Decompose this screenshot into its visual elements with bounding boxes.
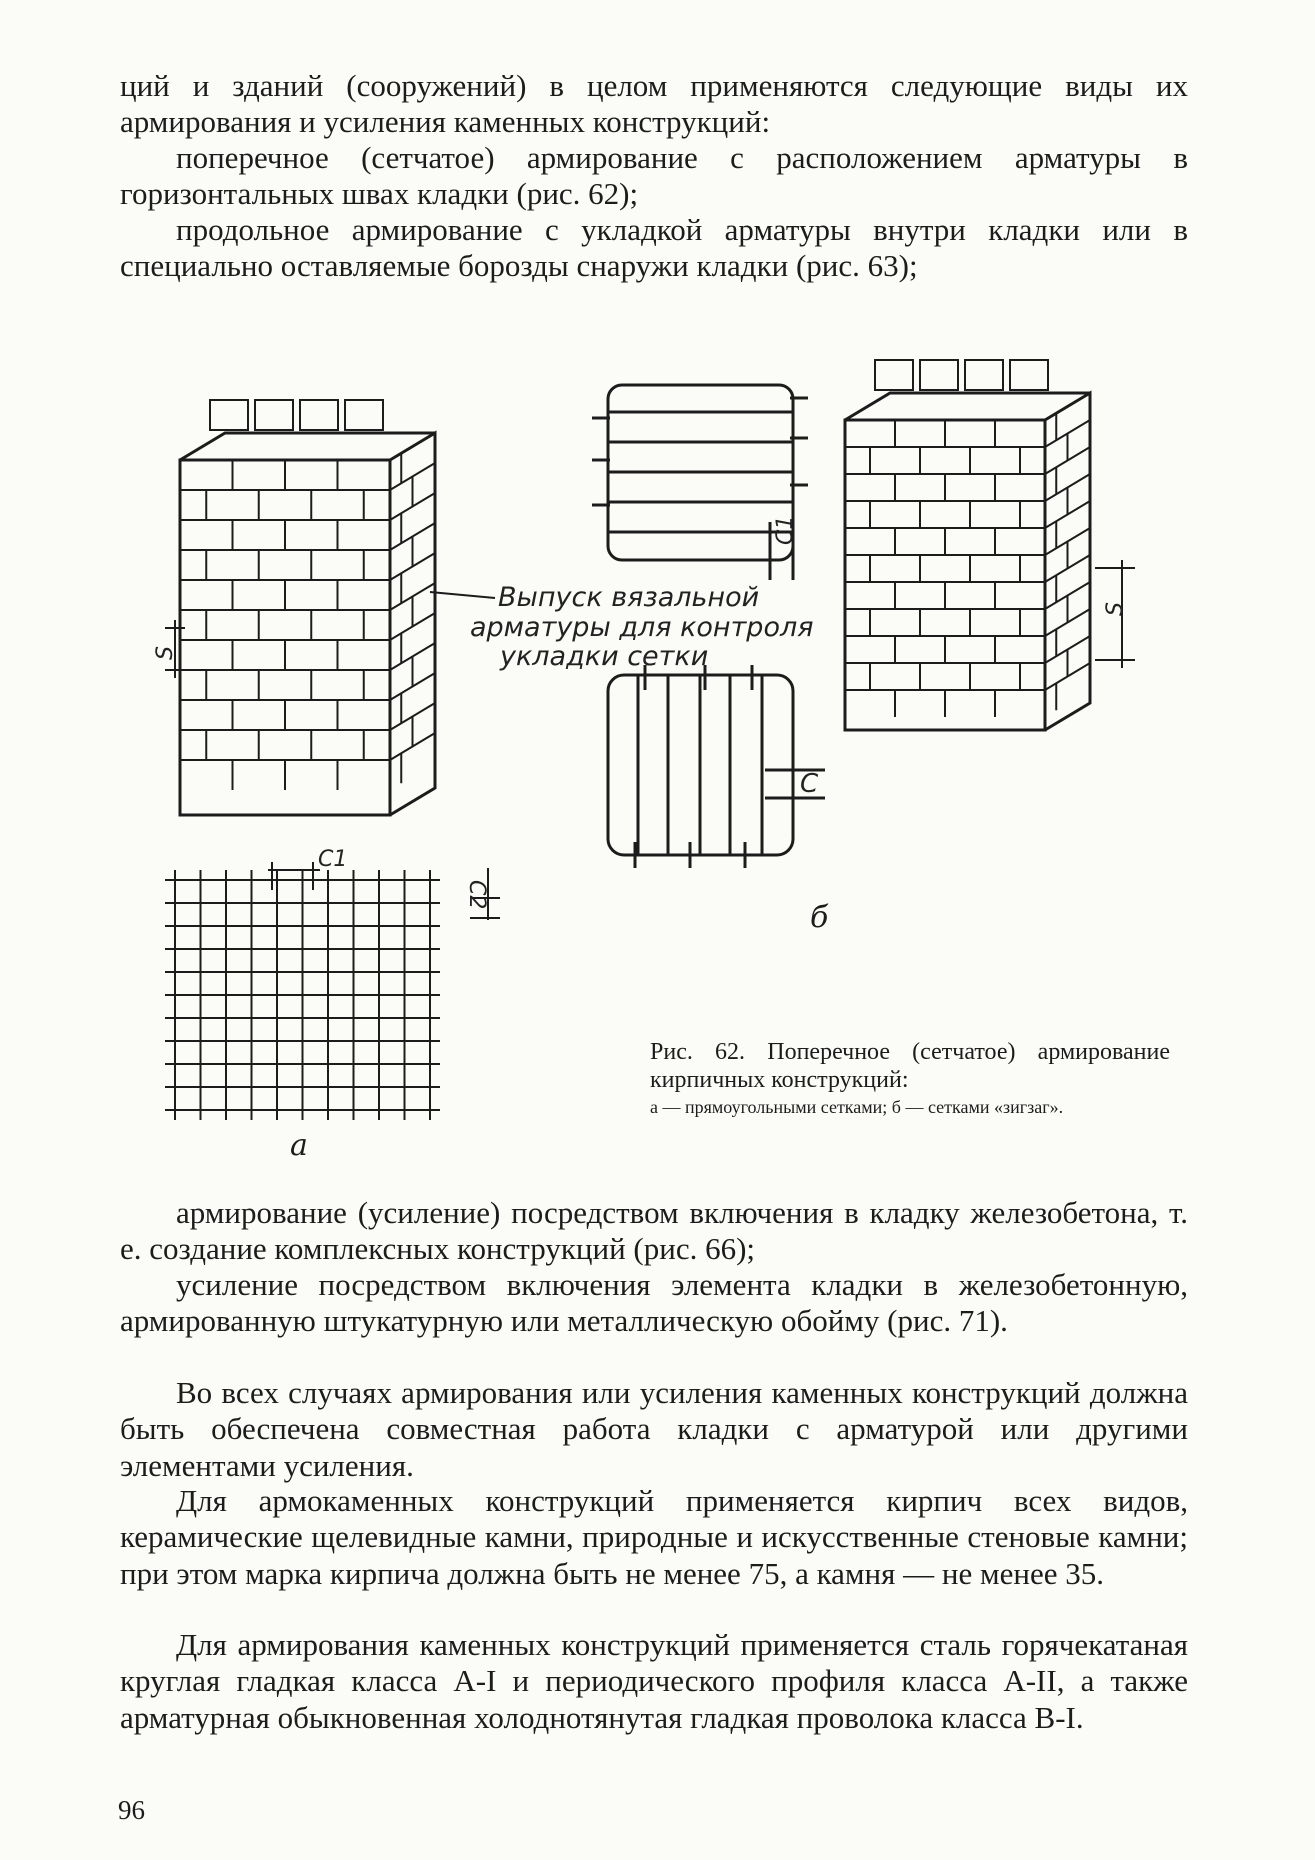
dim-label-c1: C1 — [318, 847, 348, 872]
caption-title: Рис. 62. Поперечное (сетчатое) армирование кирпичных конструкций: — [650, 1039, 1170, 1094]
paragraph-jacket-reinforcement: усиление посредством включения элемента кладки в железобетонную, армированную штукатурную или металлическую обойму (рис. 71). — [120, 1267, 1188, 1339]
rectangular-mesh — [165, 870, 440, 1120]
dim-label-c1-zigzag: C1 — [773, 515, 798, 545]
dimension-c1 — [268, 862, 320, 890]
dim-label-c: C — [800, 769, 819, 799]
dimension-s-right — [1095, 560, 1135, 668]
brick-pillar-a — [180, 400, 435, 815]
paragraph-materials: Для армокаменных конструкций применяется кирпич всех видов, керамические щелевидные камни, природные и искусственные стеновые камни; при этом марка кирпича должна быть не менее 75, а камня — не менее 35. — [120, 1483, 1188, 1591]
paragraph-steel: Для армирования каменных конструкций применяется сталь горячекатаная круглая гладкая класса А-I и периодического профиля класса А-II, а также арматурная обыкновенная холоднотянутая гладкая проволока класса В-I. — [120, 1627, 1188, 1735]
brick-pillar-b — [845, 360, 1090, 730]
zigzag-mesh-bottom — [608, 665, 825, 868]
figure-label-b: б — [810, 900, 829, 935]
caption-legend: а — прямоугольными сетками; б — сетками «зигзаг». — [650, 1096, 1064, 1117]
dimension-c2 — [470, 868, 500, 920]
figure-caption — [650, 1038, 1170, 1118]
dim-label-s-right: S — [1103, 602, 1128, 616]
paragraph-composite-reinforcement: армирование (усиление) посредством включения в кладку железобетона, т. е. создание комплексных конструкций (рис. 66); — [120, 1195, 1188, 1267]
figure-label-a: а — [290, 1128, 308, 1163]
page-number: 96 — [118, 1795, 145, 1825]
dim-label-c2: C2 — [464, 880, 489, 910]
callout-line-1: Выпуск вязальной — [498, 582, 760, 613]
dim-label-s-left: S — [153, 646, 178, 660]
paragraph-transverse-reinforcement: поперечное (сетчатое) армирование с расположением арматуры в горизонтальных швах кладки (рис. 62); — [120, 140, 1188, 212]
paragraph-intro: ций и зданий (сооружений) в целом применяются следующие виды их армирования и усиления каменных конструкций: — [120, 68, 1188, 140]
dimension-s-left — [165, 620, 185, 678]
paragraph-joint-work: Во всех случаях армирования или усиления каменных конструкций должна быть обеспечена совместная работа кладки с арматурой или другими элементами усиления. — [120, 1375, 1188, 1483]
paragraph-longitudinal-reinforcement: продольное армирование с укладкой арматуры внутри кладки или в специально оставляемые борозды снаружи кладки (рис. 63); — [120, 212, 1188, 284]
callout-leader — [430, 592, 495, 598]
zigzag-mesh-top — [592, 385, 808, 580]
callout-line-2: арматуры для контроля — [470, 612, 814, 643]
callout-line-3: укладки сетки — [500, 641, 709, 672]
